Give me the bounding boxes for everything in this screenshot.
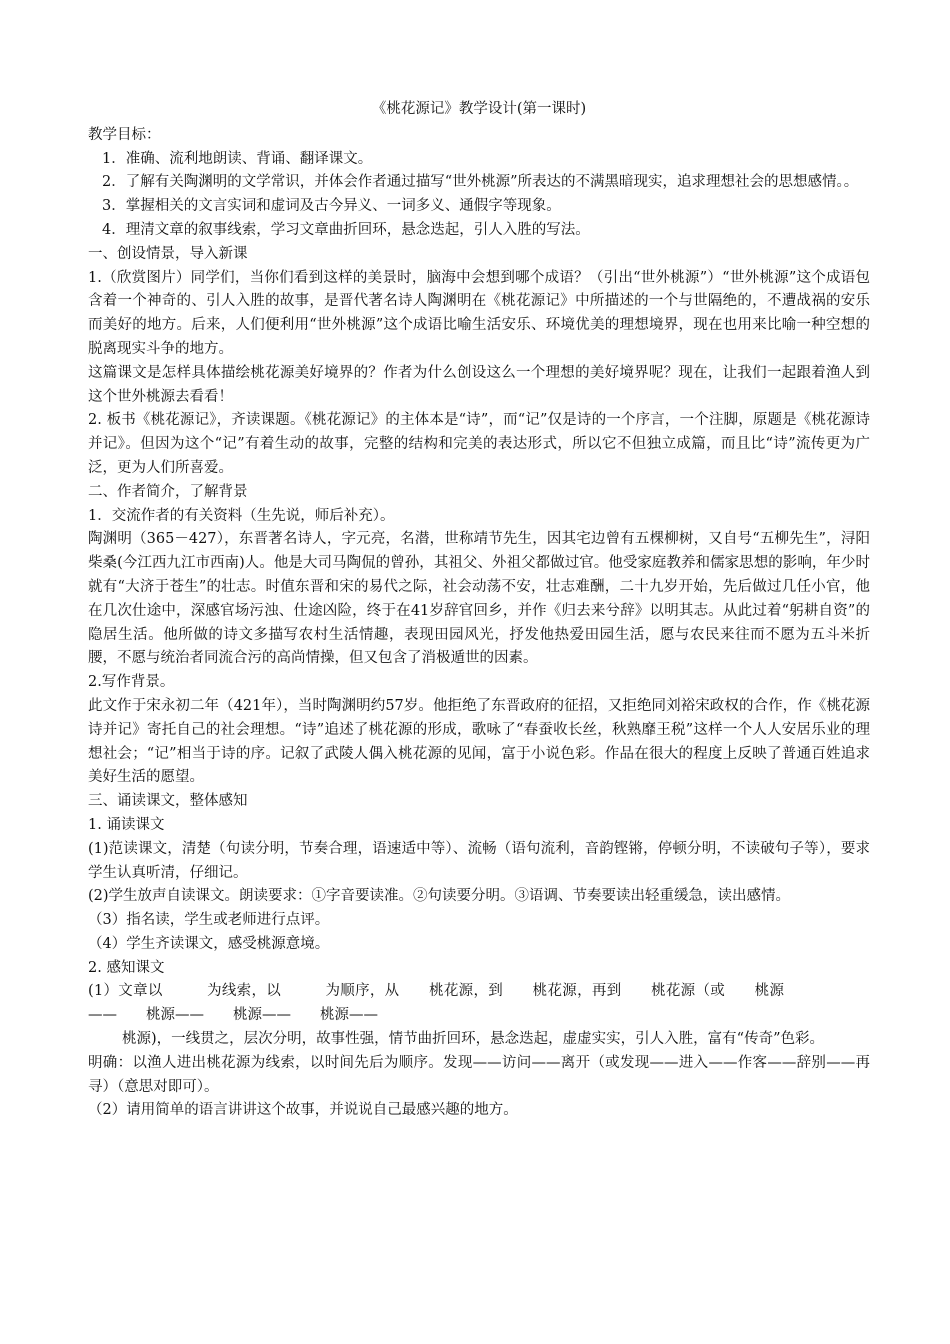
section-3-item-2: 2. 感知课文 [88,959,165,976]
question-2: （2）请用简单的语言讲讲这个故事，并说说自己最感兴趣的地方。 [88,1102,518,1119]
section-2-item-1: 1．交流作者的有关资料（生先说，师后补充）。 [88,507,395,524]
fill-in-line-1: (1）文章以 为线索，以 为顺序，从 桃花源，到 桃花源，再到 桃花源（或 桃源 [88,983,785,1000]
section-3-heading: 三、诵读课文，整体感知 [88,793,248,810]
section-1-paragraph-2: 这篇课文是怎样具体描绘桃花源美好境界的？作者为什么创设这么一个理想的美好境界呢？现在，让我们一起跟着渔人到这个世外桃源去看看！ [88,364,870,405]
fill-in-line-3: 桃源)，一线贯之，层次分明，故事性强，情节曲折回环，悬念迭起，虚虚实实，引人入胜，富有“传奇”色彩。 [122,1031,824,1048]
reading-step-4: （4）学生齐读课文，感受桃源意境。 [88,935,330,952]
section-2-heading: 二、作者简介，了解背景 [88,483,248,500]
section-1-heading: 一、创设情景，导入新课 [88,245,248,262]
author-bio-paragraph: 陶渊明（365－427），东晋著名诗人，字元亮，名潜，世称靖节先生，因其宅边曾有五棵柳树，又自号“五柳先生”，浔阳柴桑(今江西九江市西南)人。他是大司马陶侃的曾孙，其祖父、外祖父都做过官。他受家庭教养和儒家思想的影响，年少时就有“大济于苍生”的壮志。时值东晋和宋的易代之际，社会动荡不安，壮志难酬，二十九岁开始，先后做过几任小官，他在几次仕途中，深感官场污浊、仕途凶险，终于在41岁辞官回乡，并作《归去来兮辞》以明其志。从此过着“躬耕自资”的隐居生活。他所做的诗文多描写农村生活情趣，表现田园风光，抒发他热爱田园生活，愿与农民来往而不愿为五斗米折腰，不愿与统治者同流合污的高尚情操，但又包含了消极遁世的因素。 [88,531,870,667]
goal-item-4: 4．理清文章的叙事线索，学习文章曲折回环，悬念迭起，引人入胜的写法。 [102,221,590,238]
answer-paragraph: 明确：以渔人进出桃花源为线索，以时间先后为顺序。发现——访问——离开（或发现——进入——作客——辞别——再寻）（意思对即可）。 [88,1054,870,1095]
section-1-paragraph-1: 1.（欣赏图片）同学们，当你们看到这样的美景时，脑海中会想到哪个成语？（引出“世外桃源”）“世外桃源”这个成语包含着一个神奇的、引人入胜的故事，是晋代著名诗人陶渊明在《桃花源记》中所描述的一个与世隔绝的，不遭战祸的安乐而美好的地方。后来，人们便利用“世外桃源”这个成语比喻生活安乐、环境优美的理想境界，现在也用来比喻一种空想的脱离现实斗争的地方。 [88,269,870,357]
reading-step-2: (2)学生放声自读课文。朗读要求：①字音要读准。②句读要分明。③语调、节奏要读出轻重缓急，读出感情。 [88,888,791,905]
page-title: 《桃花源记》教学设计(第一课时) [371,101,587,117]
section-3-item-1: 1. 诵读课文 [88,816,165,833]
fill-in-line-2: —— 桃源—— 桃源—— 桃源—— [88,1007,378,1024]
goal-item-3: 3．掌握相关的文言实词和虚词及古今异义、一词多义、通假字等现象。 [102,198,561,215]
goal-item-1: 1．准确、流利地朗读、背诵、翻译课文。 [102,150,373,167]
background-paragraph: 此文作于宋永初二年（421年），当时陶渊明约57岁。他拒绝了东晋政府的征招，又拒绝同刘裕宋政权的合作，作《桃花源诗并记》寄托自己的社会理想。“诗”追述了桃花源的形成，歌咏了“春蚕收长丝，秋熟靡王税”这样一个人人安居乐业的理想社会；“记”相当于诗的序。记叙了武陵人偶入桃花源的见闻，富于小说色彩。作品在很大的程度上反映了普通百姓追求美好生活的愿望。 [88,697,870,786]
reading-step-1: (1)范读课文，清楚（句读分明，节奏合理，语速适中等）、流畅（语句流利，音韵铿锵，停顿分明，不读破句子等），要求学生认真听清，仔细记。 [88,840,870,881]
section-1-paragraph-3: 2. 板书《桃花源记》，齐读课题。《桃花源记》的主体本是“诗”，而“记”仅是诗的一个序言，一个注脚，原题是《桃花源诗并记》。但因为这个“记”有着生动的故事，完整的结构和完美的表达形式，所以它不但独立成篇，而且比“诗”流传更为广泛，更为人们所喜爱。 [88,412,870,476]
section-2-item-2: 2.写作背景。 [88,674,175,691]
reading-step-3: （3）指名读，学生或老师进行点评。 [88,912,330,929]
goal-item-2: 2．了解有关陶渊明的文学常识，并体会作者通过描写“世外桃源”所表达的不满黑暗现实，追求理想社会的思想感情。。 [102,174,859,191]
goals-heading: 教学目标： [88,126,161,143]
